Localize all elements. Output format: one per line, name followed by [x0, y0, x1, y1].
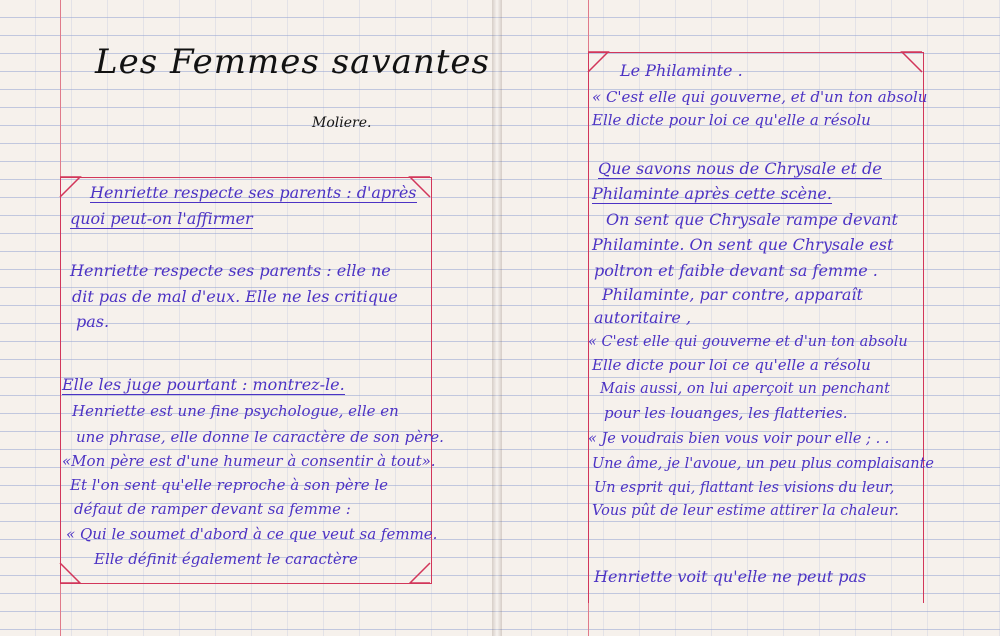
section-heading: Le Philaminte . — [620, 61, 743, 80]
quote-line: « C'est elle qui gouverne, et d'un ton absolu — [592, 88, 928, 106]
answer-line: « Je voudrais bien vous voir pour elle ; . . — [588, 431, 890, 447]
answer-line: On sent que Chrysale rampe devant — [606, 210, 898, 229]
answer2-line: défaut de ramper devant sa femme : — [74, 500, 351, 518]
answer2-line: Henriette est une fine psychologue, elle en — [72, 402, 399, 420]
answer-line: Vous pût de leur estime attirer la chaleur. — [592, 503, 899, 519]
quote-line: Elle dicte pour loi ce qu'elle a résolu — [592, 111, 871, 129]
answer-line: Une âme, je l'avoue, un peu plus complaisante — [592, 456, 934, 472]
right-page — [496, 0, 1000, 636]
answer1-line: Henriette respecte ses parents : elle ne — [70, 261, 391, 280]
notebook-spine — [492, 0, 502, 636]
answer-line: Un esprit qui, flattant les visions du leur, — [594, 480, 895, 496]
question2: Elle les juge pourtant : montrez-le. — [62, 375, 345, 394]
answer-line: Elle dicte pour loi ce qu'elle a résolu — [592, 356, 871, 374]
author-name: Moliere. — [312, 115, 372, 131]
answer2-line: « Qui le soumet d'abord à ce que veut sa femme. — [66, 525, 438, 543]
question1-line2: quoi peut-on l'affirmer — [70, 209, 253, 228]
answer-line: autoritaire , — [594, 308, 692, 327]
answer2-line: Et l'on sent qu'elle reproche à son père le — [70, 476, 389, 494]
answer1-line: dit pas de mal d'eux. Elle ne les critique — [72, 287, 398, 306]
question1-line1: Henriette respecte ses parents : d'après — [90, 183, 417, 202]
left-page — [0, 0, 496, 636]
last-line: Henriette voit qu'elle ne peut pas — [594, 567, 867, 586]
answer-line: Philaminte, par contre, apparaît — [602, 285, 863, 304]
answer-line: pour les louanges, les flatteries. — [604, 404, 848, 422]
answer-line: Mais aussi, on lui aperçoit un penchant — [600, 381, 890, 397]
answer-line: Philaminte. On sent que Chrysale est — [592, 235, 894, 254]
question-line2: Philaminte après cette scène. — [592, 184, 832, 203]
right-answer-frame — [588, 52, 924, 603]
answer1-line: pas. — [76, 312, 110, 331]
page-title: Les Femmes savantes — [95, 42, 490, 82]
answer2-line: Elle définit également le caractère — [94, 550, 358, 568]
answer2-line: «Mon père est d'une humeur à consentir à tout». — [62, 452, 436, 470]
answer-line: « C'est elle qui gouverne et d'un ton absolu — [588, 334, 908, 350]
answer-line: poltron et faible devant sa femme . — [594, 261, 878, 280]
question-line1: Que savons nous de Chrysale et de — [598, 159, 882, 178]
answer2-line: une phrase, elle donne le caractère de son père. — [76, 428, 444, 446]
